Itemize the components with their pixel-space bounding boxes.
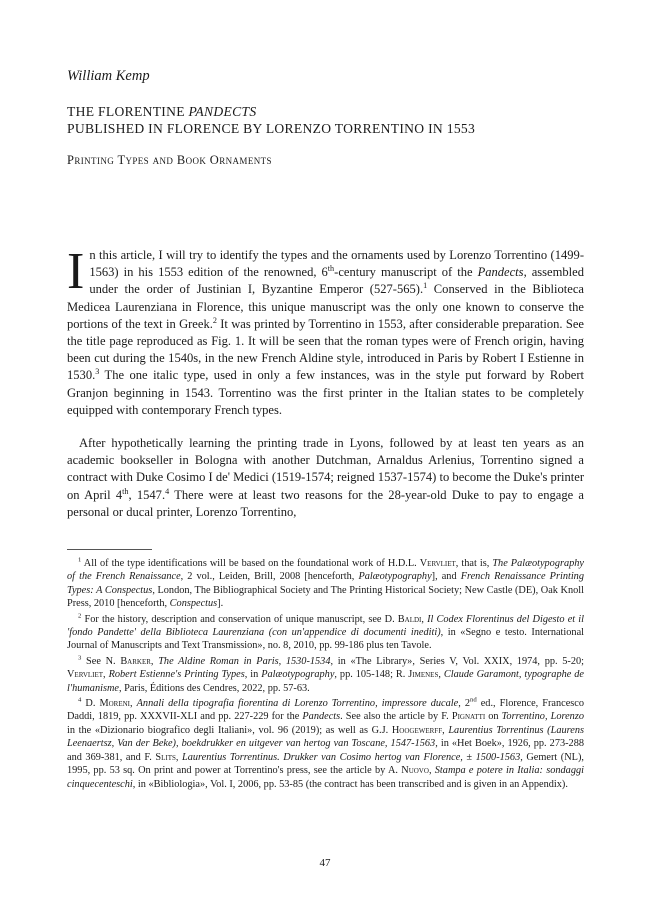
author-name: William Kemp [67,68,150,84]
footnote-separator [67,549,152,550]
footnote-number: 2 [78,612,82,620]
footnote-ref-4[interactable]: 4 [165,486,170,496]
footnote-4: $^4$ D. Moreni, Annali della tipografia fiorentina di Lorenzo Torrentino, impressore ducale, 2nd ed., Florence, Francesco Daddi, 1819, pp. XXXVII-XLI and pp. 227-229 for the Pandects. See also the article by F. Pignatti on Torrentino, Lorenzo in the «Dizionario biografico degli Italiani», vol. 96 (2019); as well as G.J. Hoogewerff, Laurentius Torrentinus (Laurens Leenaertsz, Van der Beke), boekdrukker en uitgever van hertog van Toscane, 1547-1563, in «Het Boek», 1926, pp. 273-288 and 369-381, and F. Slits, Laurentius Torrentinus. Drukker van Cosimo hertog van Florence, ± 1500-1563, Gemert (NL), 1995, pp. 53 sq. On print and power at Torrentino's press, see the article by A. Nuovo, Stampa e potere in Italia: sondaggi cinquecenteschi, in «Bibliologia», Vol. I, 2006, pp. 53-85 (the contract has been transcribed and is given in an Appendix). [67,696,585,790]
footnotes [67,557,584,793]
article-title [67,103,475,137]
page-number: 47 [319,857,331,869]
footnote-number: 1 [78,556,82,564]
title-line-1: THE FLORENTINE PANDECTS [67,104,257,119]
drop-cap: I [67,243,85,300]
article-subtitle: Printing Types and Book Ornaments [67,153,272,167]
footnote-3: $^3$ See N. Barker, The Aldine Roman in Paris, 1530-1534, in «The Library», Series V, Vol. XXIX, 1974, pp. 5-20; Vervliet, Robert Estienne's Printing Types, in Palæotypography, pp. 105-148; R. Jimenes, Claude Garamont, typographe de l'humanisme, Paris, Éditions des Cendres, 2022, pp. 57-63. [67,654,585,694]
footnote-1: $^1$ All of the type identifications will be based on the foundational work of H.D.L. Vervliet, that is, The Palæotypography of the French Renaissance, 2 vol., Leiden, Brill, 2008 [henceforth, Palæotypography], and French Renaissance Printing Types: A Conspectus, London, The Bibliographical Society and The Printing Historical Society; New Castle (DE), Oak Knoll Press, 2010 [henceforth, Conspectus]. [67,556,584,610]
footnote-ref-2[interactable]: 2 [212,315,217,325]
title-italic-word: PANDECTS [188,104,257,119]
footnote-ref-3[interactable]: 3 [95,367,100,377]
body-paragraph-1: In this article, I will try to identify the types and the ornaments used by Lorenzo Torrentino (1499-1563) in his 1553 edition of the renowned, 6th-century manuscript of the Pandects, assembled under the order of Justinian I, Byzantine Emperor (527-565).$^1$ Conserved in the Biblioteca Medicea Laurenziana in Florence, this unique manuscript was the only one known to conserve the portions of the text in Greek.$^2$ It was printed by Torrentino in 1553, after considerable preparation. See the title page reproduced as Fig. 1. It will be seen that the roman types were of French origin, having been cut during the 1540s, in the new French Aldine style, introduced in Paris by Robert I Estienne in 1530.$^3$ The one italic type, used in only a few instances, was in the style put forward by Robert Granjon beginning in 1543. Torrentino was the first printer in the Italian states to be completely equipped with contemporary French types. [67,243,584,417]
title-line-2: PUBLISHED IN FLORENCE BY LORENZO TORRENTINO IN 1553 [67,121,476,136]
footnote-number: 3 [78,654,82,662]
footnote-number: 4 [78,696,82,704]
body-paragraph-2: After hypothetically learning the printing trade in Lyons, followed by at least ten years as an academic bookseller in Bologna with another Dutchman, Arnaldus Arlenius, Torrentino signed a contract with Duke Cosimo I de' Medici (1519-1574; reigned 1537-1574) to become the Duke's printer on April 4th, 1547.$^4$ There were at least two reasons for the 28-year-old Duke to pay to engage a personal or ducal printer, Lorenzo Torrentino, [67,436,584,519]
footnote-2: $^2$ For the history, description and conservation of unique manuscript, see D. Baldi, Il Codex Florentinus del Digesto et il 'fondo Pandette' della Biblioteca Laurenziana (con un'appendice di documenti inediti), in «Segno e testo. International Journal of Manuscripts and Text Transmission», no. 8, 2010, pp. 99-186 plus ten Tavole. [67,612,584,652]
footnote-ref-1[interactable]: 1 [423,281,428,291]
